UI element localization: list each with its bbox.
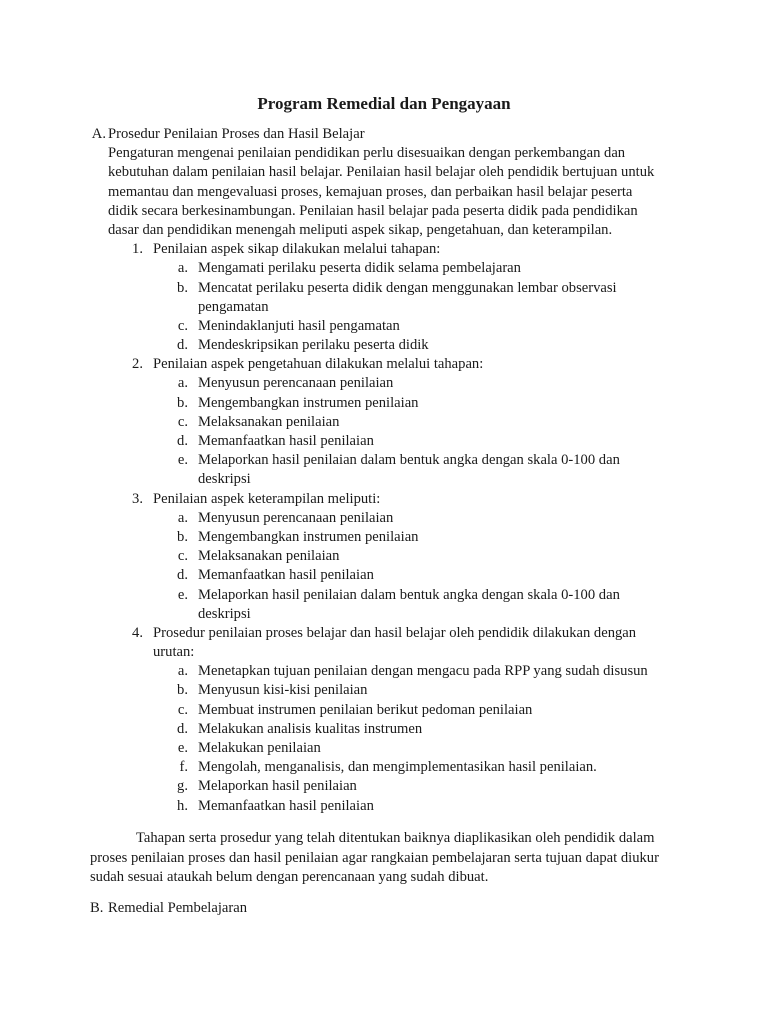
list-marker: a. <box>177 260 188 277</box>
list-marker: 2. <box>132 356 143 373</box>
numbered-item <box>0 624 768 643</box>
list-marker: g. <box>177 778 188 795</box>
list-item-text: deskripsi <box>198 605 251 622</box>
list-marker: a. <box>177 375 188 392</box>
list-marker: c. <box>177 317 188 334</box>
section-b-heading-row <box>0 899 768 918</box>
list-item-text: Pengaturan mengenai penilaian pendidikan perlu disesuaikan dengan perkembangan dan <box>108 145 626 162</box>
lettered-item <box>0 374 768 393</box>
list-marker: f. <box>179 759 188 776</box>
lettered-item <box>0 758 768 777</box>
list-marker: d. <box>177 720 188 737</box>
list-item-text: Menyusun perencanaan penilaian <box>198 509 394 526</box>
lettered-item <box>0 259 768 278</box>
lettered-item <box>0 451 768 470</box>
list-item-text: Melaksanakan penilaian <box>198 548 340 565</box>
lettered-item <box>0 701 768 720</box>
lettered-item <box>0 777 768 796</box>
lettered-item <box>0 279 768 298</box>
lettered-item <box>0 413 768 432</box>
list-item-text: Penilaian aspek keterampilan meliputi: <box>153 490 381 507</box>
section-marker: B. <box>90 900 104 916</box>
closing-line: proses penilaian proses dan hasil penilaian agar rangkaian pembelajaran serta tujuan dapat diukur <box>90 849 659 866</box>
list-marker: e. <box>177 586 188 603</box>
list-marker: d. <box>177 433 188 449</box>
list-item-text: Memanfaatkan hasil penilaian <box>198 797 374 814</box>
lettered-item <box>0 662 768 681</box>
list-marker: d. <box>177 567 188 584</box>
list-marker: 4. <box>132 624 143 641</box>
list-item-text: memantau dan mengevaluasi proses, kemajuan proses, dan perbaikan hasil belajar peserta <box>108 183 633 200</box>
list-item-text: Penilaian aspek sikap dilakukan melalui tahapan: <box>153 241 441 258</box>
section-b <box>0 899 768 918</box>
lettered-item <box>0 739 768 758</box>
list-item-text: pengamatan <box>198 298 269 315</box>
section-a-heading-row <box>0 125 768 144</box>
list-item-text: Mengembangkan instrumen penilaian <box>198 528 419 545</box>
lettered-item <box>0 605 768 624</box>
intro-line <box>0 163 768 182</box>
list-marker: b. <box>177 279 188 296</box>
list-item-text: Melaporkan hasil penilaian dalam bentuk angka dengan skala 0-100 dan <box>198 586 620 603</box>
list-item-text: Melaporkan hasil penilaian <box>198 778 357 795</box>
list-item-text: Mengamati perilaku peserta didik selama pembelajaran <box>198 260 521 277</box>
list-item-text: Mengembangkan instrumen penilaian <box>198 394 419 411</box>
list-marker: b. <box>177 682 188 699</box>
lettered-item <box>0 566 768 585</box>
lettered-item <box>0 797 768 816</box>
list-item-text: Menyusun kisi-kisi penilaian <box>198 682 368 699</box>
list-item-text: didik secara berkesinambungan. Penilaian hasil belajar pada peserta didik pada pendidikan <box>108 202 638 219</box>
list-item-text: deskripsi <box>198 471 251 488</box>
document-title: Program Remedial dan Pengayaan <box>257 94 511 113</box>
list-marker: d. <box>177 337 188 354</box>
closing-line: Tahapan serta prosedur yang telah ditentukan baiknya diaplikasikan oleh pendidik dalam <box>136 830 655 846</box>
list-item-text: Memanfaatkan hasil penilaian <box>198 433 374 449</box>
list-marker: A. <box>91 126 106 142</box>
list-item-text: Menindaklanjuti hasil pengamatan <box>198 317 400 334</box>
lettered-item <box>0 298 768 317</box>
list-marker: 3. <box>132 490 143 507</box>
list-marker: a. <box>177 663 188 680</box>
numbered-item <box>0 490 768 509</box>
lettered-item <box>0 394 768 413</box>
list-item-text: Mengolah, menganalisis, dan mengimplementasikan hasil penilaian. <box>198 759 597 776</box>
lettered-item <box>0 317 768 336</box>
closing-paragraph <box>90 829 682 888</box>
list-marker: c. <box>177 413 188 430</box>
list-marker: 1. <box>132 241 143 258</box>
closing-line: sudah sesuai ataukah belum dengan perencanaan yang sudah dibuat. <box>90 869 489 885</box>
list-item-text: Menyusun perencanaan penilaian <box>198 375 394 392</box>
list-item-text: Membuat instrumen penilaian berikut pedoman penilaian <box>198 701 533 718</box>
lettered-item <box>0 509 768 528</box>
list-marker: c. <box>177 701 188 718</box>
list-marker: a. <box>177 509 188 526</box>
lettered-item <box>0 432 768 451</box>
section-heading: Remedial Pembelajaran <box>108 900 247 916</box>
list-item-text: Menetapkan tujuan penilaian dengan mengacu pada RPP yang sudah disusun <box>198 663 648 680</box>
list-item-text: dasar dan pendidikan menengah meliputi aspek sikap, pengetahuan, dan keterampilan. <box>108 221 613 238</box>
list-marker: b. <box>177 394 188 411</box>
intro-line <box>0 144 768 163</box>
lettered-item <box>0 586 768 605</box>
numbered-item <box>0 643 768 662</box>
list-item-text: Melakukan analisis kualitas instrumen <box>198 720 423 737</box>
list-item-text: Melakukan penilaian <box>198 740 321 756</box>
numbered-item <box>0 355 768 374</box>
list-item-text: Prosedur Penilaian Proses dan Hasil Belajar <box>108 126 365 142</box>
section-a <box>0 125 768 816</box>
numbered-item <box>0 240 768 259</box>
lettered-item <box>0 681 768 700</box>
intro-line <box>0 202 768 221</box>
list-item-text: Mencatat perilaku peserta didik dengan menggunakan lembar observasi <box>198 279 617 296</box>
list-marker: e. <box>177 452 188 469</box>
list-item-text: Melaporkan hasil penilaian dalam bentuk angka dengan skala 0-100 dan <box>198 452 620 469</box>
lettered-item <box>0 528 768 547</box>
intro-line <box>0 183 768 202</box>
intro-line <box>0 221 768 240</box>
lettered-item <box>0 547 768 566</box>
list-item-text: Prosedur penilaian proses belajar dan hasil belajar oleh pendidik dilakukan dengan <box>153 624 637 641</box>
list-item-text: Mendeskripsikan perilaku peserta didik <box>198 337 429 354</box>
lettered-item <box>0 470 768 489</box>
list-item-text: kebutuhan dalam penilaian hasil belajar. Penilaian hasil belajar oleh pendidik bertujuan untuk <box>108 164 655 181</box>
list-item-text: Melaksanakan penilaian <box>198 413 340 430</box>
lettered-item <box>0 720 768 739</box>
list-item-text: urutan: <box>153 644 195 661</box>
list-marker: e. <box>177 740 188 756</box>
list-marker: c. <box>177 548 188 565</box>
lettered-item <box>0 336 768 355</box>
list-item-text: Penilaian aspek pengetahuan dilakukan melalui tahapan: <box>153 356 484 373</box>
list-marker: h. <box>177 797 188 814</box>
list-marker: b. <box>177 528 188 545</box>
list-item-text: Memanfaatkan hasil penilaian <box>198 567 374 584</box>
